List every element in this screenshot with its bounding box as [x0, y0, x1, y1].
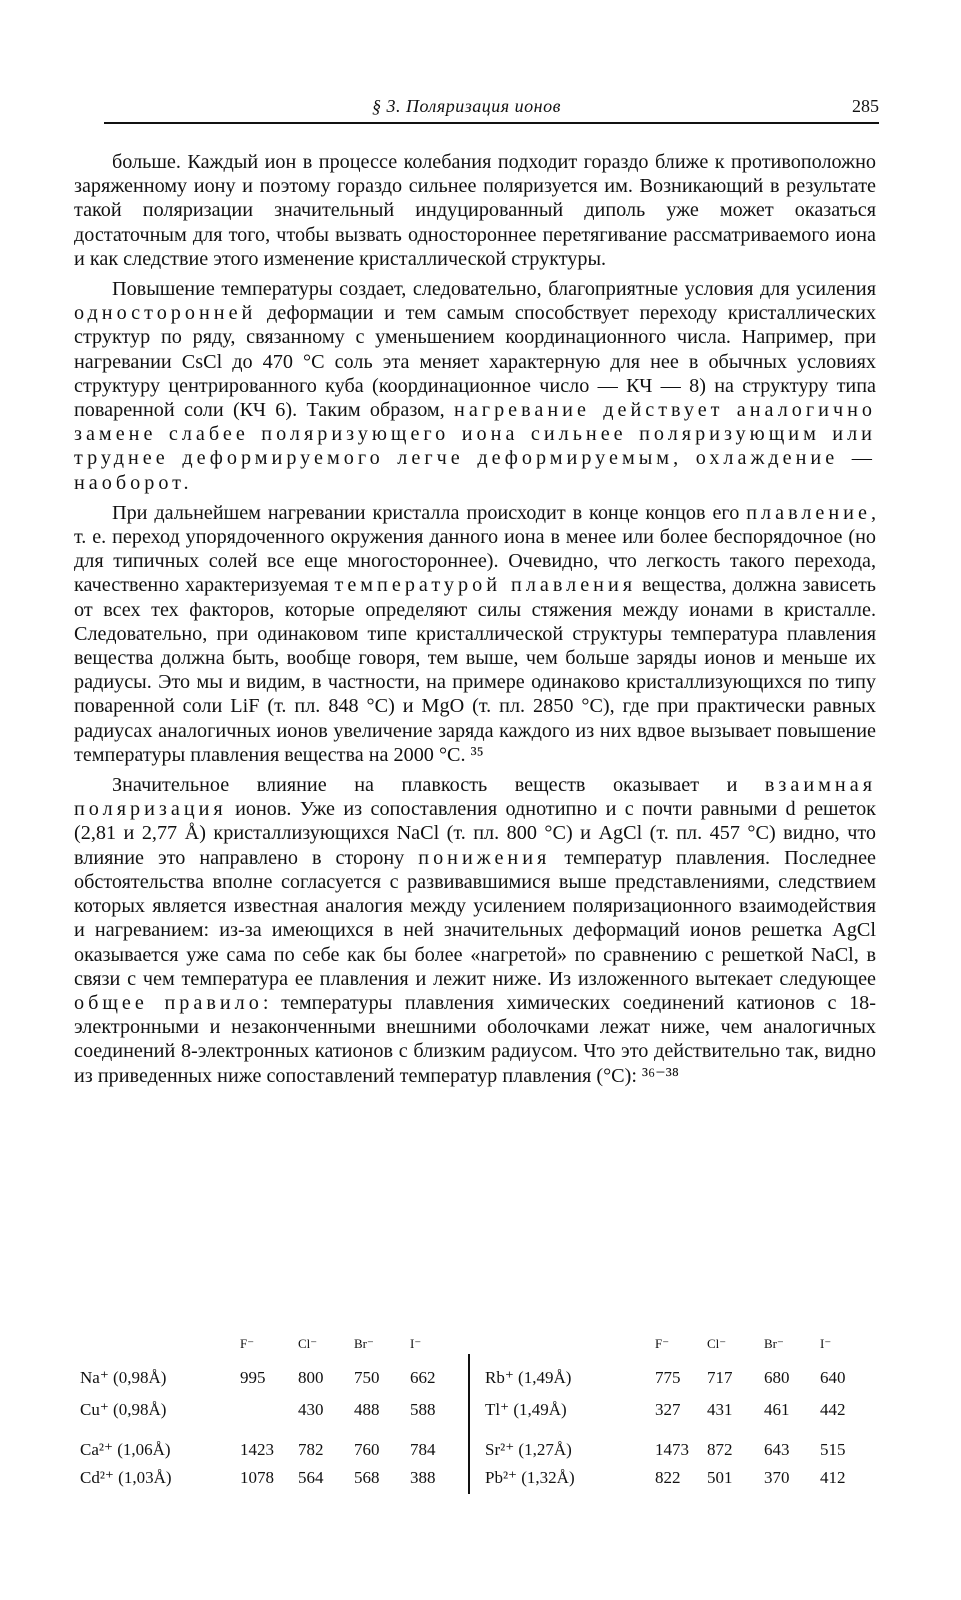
ion-label: Ca²⁺ (1,06Å): [80, 1440, 171, 1459]
header-rule: [104, 122, 879, 124]
section-title: § 3. Поляризация ионов: [372, 96, 561, 116]
table-cell: 643: [764, 1440, 790, 1459]
paragraph: [74, 501, 876, 767]
table-row: [80, 1468, 440, 1492]
table-cell: 388: [410, 1468, 436, 1487]
column-header: I⁻: [820, 1336, 832, 1351]
table-cell: 370: [764, 1468, 790, 1487]
table-row: [80, 1400, 440, 1424]
table-cell: 430: [298, 1400, 324, 1419]
ion-label: Pb²⁺ (1,32Å): [485, 1468, 575, 1487]
table-cell: 775: [655, 1368, 681, 1387]
spaced-emphasis-text: общее правило: [74, 991, 263, 1014]
table-cell: 588: [410, 1400, 436, 1419]
table-cell: 782: [298, 1440, 324, 1459]
table-row: [80, 1440, 440, 1464]
table-cell: 760: [354, 1440, 380, 1459]
paragraph: [74, 277, 876, 495]
column-header: F⁻: [655, 1336, 670, 1351]
table-cell: 1423: [240, 1440, 274, 1459]
table-cell: 662: [410, 1368, 436, 1387]
table-cell: 995: [240, 1368, 266, 1387]
table-cell: 640: [820, 1368, 846, 1387]
table-divider: [468, 1354, 470, 1494]
body-text: [74, 150, 876, 1094]
table-cell: 680: [764, 1368, 790, 1387]
page-number: 285: [852, 96, 879, 116]
paragraph: [74, 773, 876, 1088]
ion-label: Cu⁺ (0,98Å): [80, 1400, 167, 1419]
ion-label: Tl⁺ (1,49Å): [485, 1400, 567, 1419]
spaced-emphasis-text: нагревание действует аналогично замене слабее поляризующего иона сильнее поляризующим или труднее деформируемого легче деформируемым, охлаждение — наоборот.: [74, 399, 876, 494]
spaced-emphasis-text: взаимная поляризация: [74, 774, 876, 821]
table-cell: 822: [655, 1468, 681, 1487]
table-header-row: [80, 1336, 440, 1360]
paragraph-text: : температуры плавления химических соединений катионов с 18-электронными и незаконченными внешними оболочками лежат ниже, чем аналогичных соединений 8-электронных катионов с близким радиусом. Что это действительно так, видно из приведенных ниже сопоставлений температур плавления (°C): ³⁶⁻³⁸: [74, 991, 876, 1087]
table-cell: 1473: [655, 1440, 689, 1459]
column-header: Cl⁻: [298, 1336, 318, 1351]
table-row: [485, 1440, 845, 1464]
table-cell: 461: [764, 1400, 790, 1419]
table-cell: 431: [707, 1400, 733, 1419]
table-cell: 564: [298, 1468, 324, 1487]
ion-label: Rb⁺ (1,49Å): [485, 1368, 572, 1387]
paragraph-text: , т. е. переход упорядоченного окружения данного иона в менее или более беспорядочное (но для типичных солей все еще многостороннее). Очевидно, что легкость такого перехода, качественно характеризуемая: [74, 501, 876, 597]
table-cell: 717: [707, 1368, 733, 1387]
paragraph-text: больше. Каждый ион в процессе колебания подходит гораздо ближе к противоположно заряженному иону и поэтому гораздо сильнее поляризуется им. Возникающий в результате такой поляризации значительный индуцированный диполь уже может оказаться достаточным для того, чтобы вызвать одностороннее перетягивание рассматриваемого иона и как следствие этого изменение кристаллической структуры.: [74, 151, 876, 270]
table-header-row: [485, 1336, 845, 1360]
paragraph-text: деформации и тем самым способствует переходу кристаллических структур по ряду, связанному с уменьшением координационного числа. Например, при нагревании CsCl до 470 °C соль эта меняет характерную для нее в обычных условиях структуру центрированного куба (координационное число — КЧ — 8) на структуру типа поваренной соли (КЧ 6). Таким образом,: [74, 302, 876, 422]
column-header: Cl⁻: [707, 1336, 727, 1351]
ion-label: Sr²⁺ (1,27Å): [485, 1440, 572, 1459]
table-row: [485, 1468, 845, 1492]
column-header: I⁻: [410, 1336, 422, 1351]
spaced-emphasis-text: односторонней: [74, 302, 257, 325]
spaced-emphasis-text: понижения: [418, 846, 551, 869]
table-cell: 488: [354, 1400, 380, 1419]
table-cell: 412: [820, 1468, 846, 1487]
column-header: F⁻: [240, 1336, 255, 1351]
column-header: Br⁻: [764, 1336, 784, 1351]
paragraph-text: ионов. Уже из сопоставления однотипно и с почти равными d решеток (2,81 и 2,77 Å) кристаллизующихся NaCl (т. пл. 800 °C) и AgCl (т. пл. 457 °C) видно, что влияние это направлено в сторону: [74, 798, 876, 869]
table-row: [485, 1368, 845, 1392]
table-cell: 784: [410, 1440, 436, 1459]
table-cell: 442: [820, 1400, 846, 1419]
table-cell: 568: [354, 1468, 380, 1487]
table-cell: 501: [707, 1468, 733, 1487]
paragraph-text: При дальнейшем нагревании кристалла происходит в конце концов его: [112, 501, 747, 524]
paragraph-text: температур плавления. Последнее обстоятельства вполне согласуется с развивавшимися выше представлениями, следствием которых является известная аналогия между усилением поляризационного взаимодействия и нагреванием: из-за имеющихся в ней значительных деформаций ионов решетка AgCl оказывается уже сама по себе как бы более «нагретой» по сравнению с решеткой NaCl, в связи с чем температура ее плавления и лежит ниже. Из изложенного вытекает следующее: [74, 846, 876, 990]
paragraph-text: вещества, должна зависеть от всех тех факторов, которые определяют силы стяжения между ионами в кристалле. Следовательно, при одинаковом типе кристаллической структуры температура плавления вещества должна быть, вообще говоря, тем выше, чем больше заряды ионов и меньше их радиусы. Это мы и видим, в частности, на примере одинаково кристаллизующихся по типу поваренной соли LiF (т. пл. 848 °C) и MgO (т. пл. 2850 °C), где при практически равных радиусах аналогичных ионов увеличение заряда каждого из них вдвое вызывает повышение температуры плавления вещества на 2000 °C. ³⁵: [74, 574, 876, 766]
table-cell: 1078: [240, 1468, 274, 1487]
paragraph-text: Повышение температуры создает, следовательно, благоприятные условия для усиления: [112, 278, 876, 301]
table-cell: 800: [298, 1368, 324, 1387]
ion-label: Na⁺ (0,98Å): [80, 1368, 167, 1387]
table-row: [485, 1400, 845, 1424]
table-row: [80, 1368, 440, 1392]
paragraph: [74, 150, 876, 271]
column-header: Br⁻: [354, 1336, 374, 1351]
table-cell: 872: [707, 1440, 733, 1459]
table-cell: 750: [354, 1368, 380, 1387]
melting-point-table: [80, 1336, 846, 1496]
spaced-emphasis-text: плавление: [746, 501, 871, 524]
paragraph-text: Значительное влияние на плавкость веществ оказывает и: [112, 774, 765, 797]
table-cell: 327: [655, 1400, 681, 1419]
page-header: [104, 90, 879, 122]
table-cell: 515: [820, 1440, 846, 1459]
ion-label: Cd²⁺ (1,03Å): [80, 1468, 172, 1487]
spaced-emphasis-text: температурой плавления: [334, 574, 637, 597]
